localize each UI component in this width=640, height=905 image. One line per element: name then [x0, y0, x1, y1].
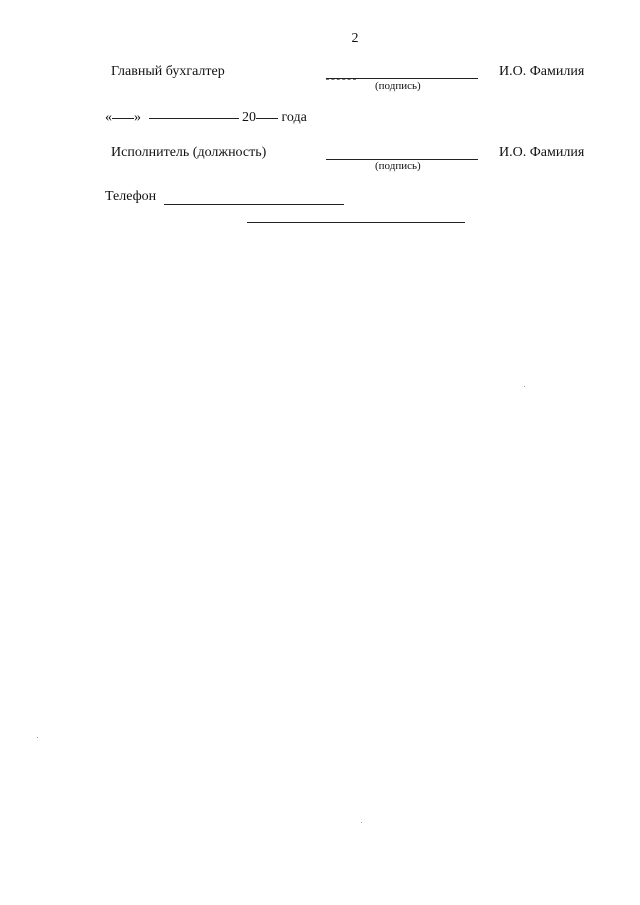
- date-row: [105, 110, 307, 126]
- year-prefix: 20: [242, 110, 256, 125]
- page-number: 2: [351, 31, 359, 46]
- scan-speck: [524, 386, 525, 387]
- chief-accountant-signature-line: [326, 78, 478, 79]
- phone-label: Телефон: [105, 189, 157, 204]
- date-quote-open: «: [105, 110, 112, 125]
- signature-caption: (подпись): [375, 160, 421, 172]
- scan-speck: [361, 822, 362, 823]
- chief-accountant-label: Главный бухгалтер: [111, 64, 225, 79]
- year-blank: [256, 118, 278, 119]
- executor-name: И.О. Фамилия: [499, 145, 585, 160]
- day-blank: [112, 118, 134, 119]
- date-quote-close: »: [134, 110, 141, 125]
- chief-accountant-name: И.О. Фамилия: [499, 64, 585, 79]
- scan-speck: [37, 737, 38, 738]
- date-suffix: года: [281, 110, 307, 125]
- signature-caption: (подпись): [375, 80, 421, 92]
- closing-separator-line: [247, 222, 465, 223]
- signature-line-faint: [326, 79, 356, 80]
- month-blank: [149, 118, 239, 119]
- executor-position-label: Исполнитель (должность): [111, 145, 267, 160]
- phone-blank-line: [164, 204, 344, 205]
